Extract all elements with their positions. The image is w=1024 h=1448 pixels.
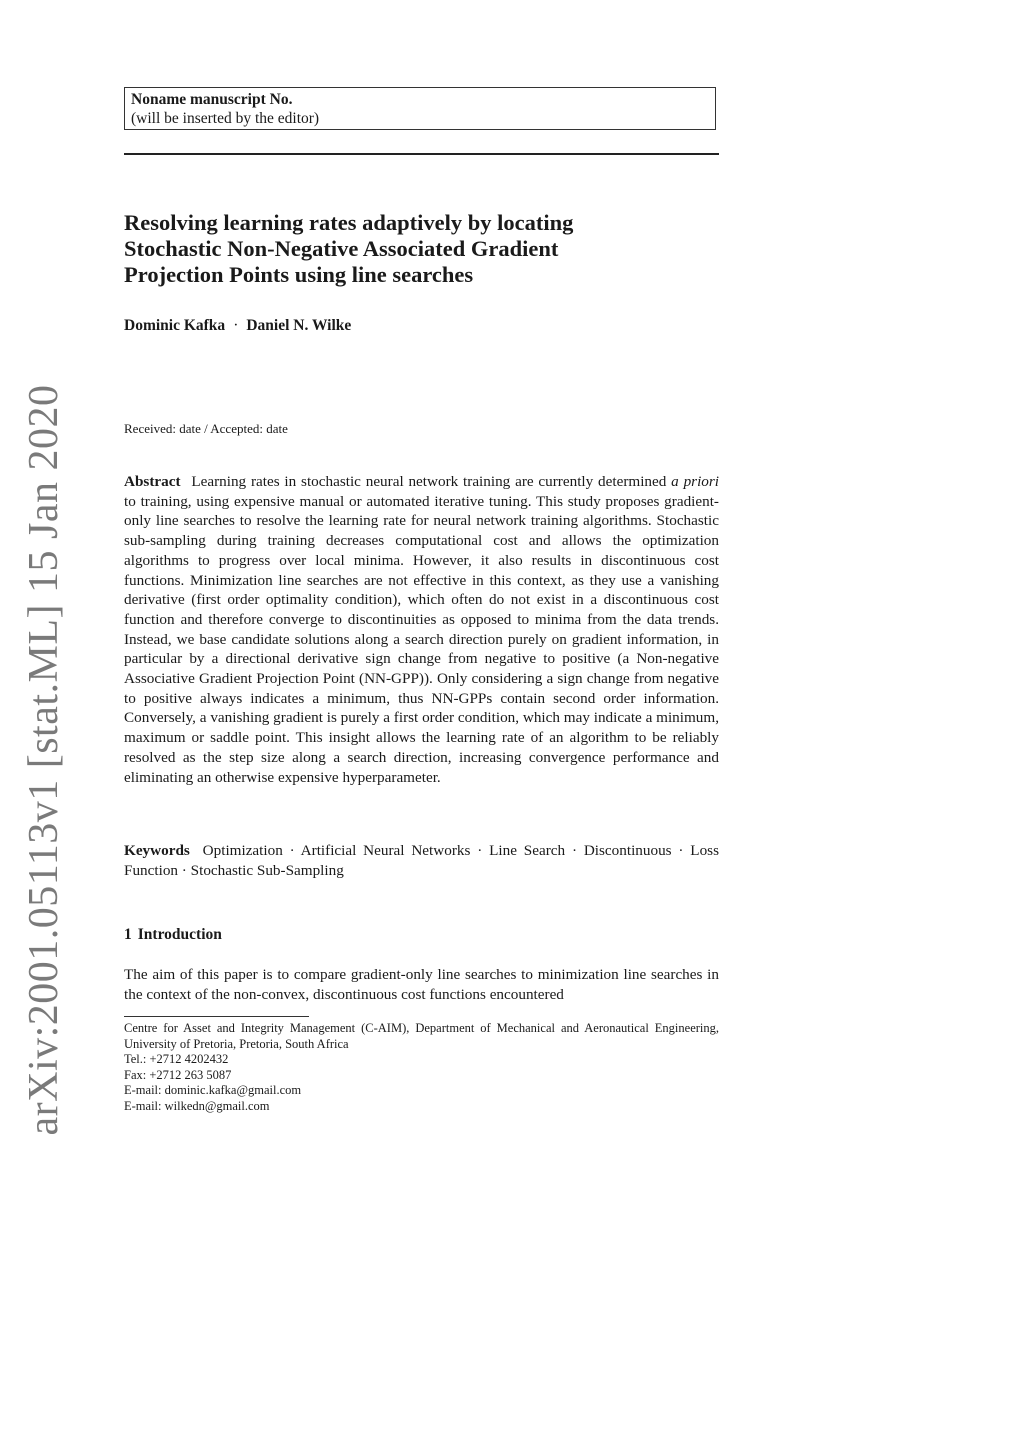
abstract-italic-term: a priori bbox=[671, 473, 720, 490]
section-title: Introduction bbox=[137, 926, 222, 943]
manuscript-number: Noname manuscript No. bbox=[131, 91, 293, 108]
footnote-fax: Fax: +2712 263 5087 bbox=[124, 1067, 232, 1082]
footnote-email-2: E-mail: wilkedn@gmail.com bbox=[124, 1098, 270, 1113]
introduction-paragraph: The aim of this paper is to compare gradient-only line searches to minimization line searches in the context of the non-convex, discontinuous cost functions encountered bbox=[124, 966, 719, 1003]
title-line-1: Resolving learning rates adaptively by locating bbox=[124, 210, 574, 235]
footnote-tel: Tel.: +2712 4202432 bbox=[124, 1052, 229, 1067]
author-list bbox=[124, 317, 351, 335]
footnote bbox=[124, 1021, 719, 1115]
keywords-list: Optimization · Artificial Neural Networks · Line Search · Discontinuous · Loss Function · Stochastic Sub-Sampling bbox=[124, 842, 720, 879]
footnote-affiliation: Centre for Asset and Integrity Management (C-AIM), Department of Mechanical and Aeronautical Engineering, University of Pretoria, Pretoria, South Africa bbox=[124, 1021, 719, 1051]
paper-title bbox=[124, 210, 724, 288]
footnote-email-1: E-mail: dominic.kafka@gmail.com bbox=[124, 1083, 302, 1098]
arxiv-sidebar-id: arXiv:2001.05113v1 [stat.ML] 15 Jan 2020 bbox=[21, 384, 67, 1136]
section-number: 1 bbox=[124, 926, 132, 943]
title-line-2: Stochastic Non-Negative Associated Gradient bbox=[124, 236, 559, 261]
abstract-heading: Abstract bbox=[124, 473, 181, 490]
footnote-rule bbox=[124, 1016, 309, 1017]
abstract bbox=[124, 472, 719, 787]
author-2: Daniel N. Wilke bbox=[246, 317, 352, 334]
title-line-3: Projection Points using line searches bbox=[124, 262, 474, 287]
received-accepted-dates: Received: date / Accepted: date bbox=[124, 421, 288, 436]
keywords-heading: Keywords bbox=[124, 842, 190, 859]
manuscript-box bbox=[124, 87, 716, 130]
author-1: Dominic Kafka bbox=[124, 317, 226, 334]
author-separator: · bbox=[233, 317, 239, 334]
header-rule bbox=[124, 153, 719, 155]
abstract-text-rest: to training, using expensive manual or automated iterative tuning. This study proposes gradient-only line searches to resolve the learning rate for neural network training algorithms. Stochastic sub-sampling during training decreases computational cost and allows the optimization algorithms to progress over local minima. However, it also results in discontinuous cost functions. Minimization line searches are not effective in this context, as they use a vanishing derivative (first order optimality condition), which often do not exist in a discontinuous cost function and therefore converge to discontinuities as opposed to minima from the data trends. Instead, we base candidate solutions along a search direction purely on gradient information, in particular by a directional derivative sign change from negative to positive (a Non-negative Associative Gradient Projection Point (NN-GPP)). Only considering a sign change from negative to positive always indicates a minimum, thus NN-GPPs contain second order information. Conversely, a vanishing gradient is purely a first order condition, which may indicate a minimum, maximum or saddle point. This insight allows the learning rate of an algorithm to be reliably resolved as the step size along a search direction, increasing convergence performance and eliminating an otherwise expensive hyperparameter. bbox=[124, 492, 719, 786]
abstract-text-start: Learning rates in stochastic neural network training are currently determined bbox=[191, 473, 667, 490]
section-heading-introduction bbox=[124, 926, 222, 944]
keywords bbox=[124, 841, 719, 880]
manuscript-editor-note: (will be inserted by the editor) bbox=[131, 110, 320, 127]
